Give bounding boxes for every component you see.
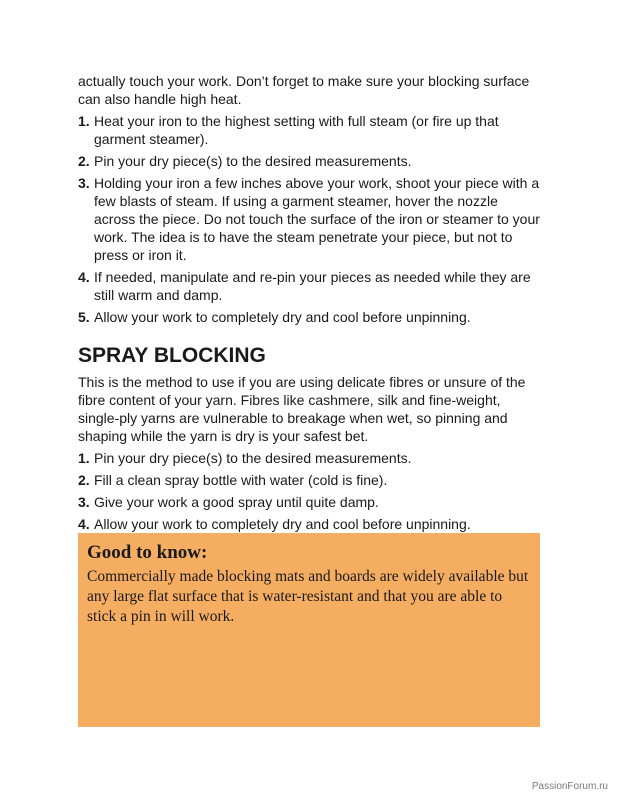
- step-number: 5.: [78, 309, 90, 325]
- step-number: 1.: [78, 113, 90, 129]
- step-text: If needed, manipulate and re-pin your pieces as needed while they are still warm and damp.: [94, 269, 531, 303]
- step-text: Heat your iron to the highest setting with full steam (or fire up that garment steamer).: [94, 113, 499, 147]
- list-item: [78, 449, 540, 467]
- step-text: Fill a clean spray bottle with water (cold is fine).: [94, 472, 388, 488]
- step-text: Give your work a good spray until quite damp.: [94, 494, 379, 510]
- good-to-know-callout: [78, 533, 540, 727]
- steam-blocking-steps: [78, 112, 540, 326]
- step-number: 4.: [78, 516, 90, 532]
- list-item: [78, 471, 540, 489]
- section-heading-spray-blocking: SPRAY BLOCKING: [78, 344, 266, 367]
- intro-paragraph: actually touch your work. Don’t forget to make sure your blocking surface can also handle high heat.: [78, 73, 530, 107]
- list-item: [78, 152, 540, 170]
- document-page: [78, 72, 540, 537]
- step-text: Holding your iron a few inches above your work, shoot your piece with a few blasts of steam. If using a garment steamer, hover the nozzle across the piece. Do not touch the surface of the iron or steamer to your work. The idea is to have the steam penetrate your piece, but not to press or iron it.: [94, 175, 540, 263]
- callout-body: Commercially made blocking mats and boards are widely available but any large flat surface that is water-resistant and that you are able to stick a pin in will work.: [87, 568, 529, 625]
- step-number: 4.: [78, 269, 90, 285]
- step-number: 1.: [78, 450, 90, 466]
- list-item: [78, 268, 540, 304]
- list-item: [78, 493, 540, 511]
- step-number: 3.: [78, 494, 90, 510]
- list-item: [78, 308, 540, 326]
- step-number: 2.: [78, 153, 90, 169]
- callout-title: Good to know:: [87, 542, 208, 563]
- step-text: Pin your dry piece(s) to the desired measurements.: [94, 153, 412, 169]
- step-number: 3.: [78, 175, 90, 191]
- step-text: Allow your work to completely dry and cool before unpinning.: [94, 309, 471, 325]
- watermark: PassionForum.ru: [531, 781, 608, 792]
- spray-intro-paragraph: This is the method to use if you are using delicate fibres or unsure of the fibre content of your yarn. Fibres like cashmere, silk and fine-weight, single-ply yarns are vulnerable to breakage when wet, so pinning and shaping while the yarn is dry is your safest bet.: [78, 374, 526, 444]
- list-item: [78, 174, 540, 264]
- step-text: Pin your dry piece(s) to the desired measurements.: [94, 450, 412, 466]
- step-number: 2.: [78, 472, 90, 488]
- spray-blocking-steps: [78, 449, 540, 533]
- step-text: Allow your work to completely dry and cool before unpinning.: [94, 516, 471, 532]
- list-item: [78, 515, 540, 533]
- list-item: [78, 112, 540, 148]
